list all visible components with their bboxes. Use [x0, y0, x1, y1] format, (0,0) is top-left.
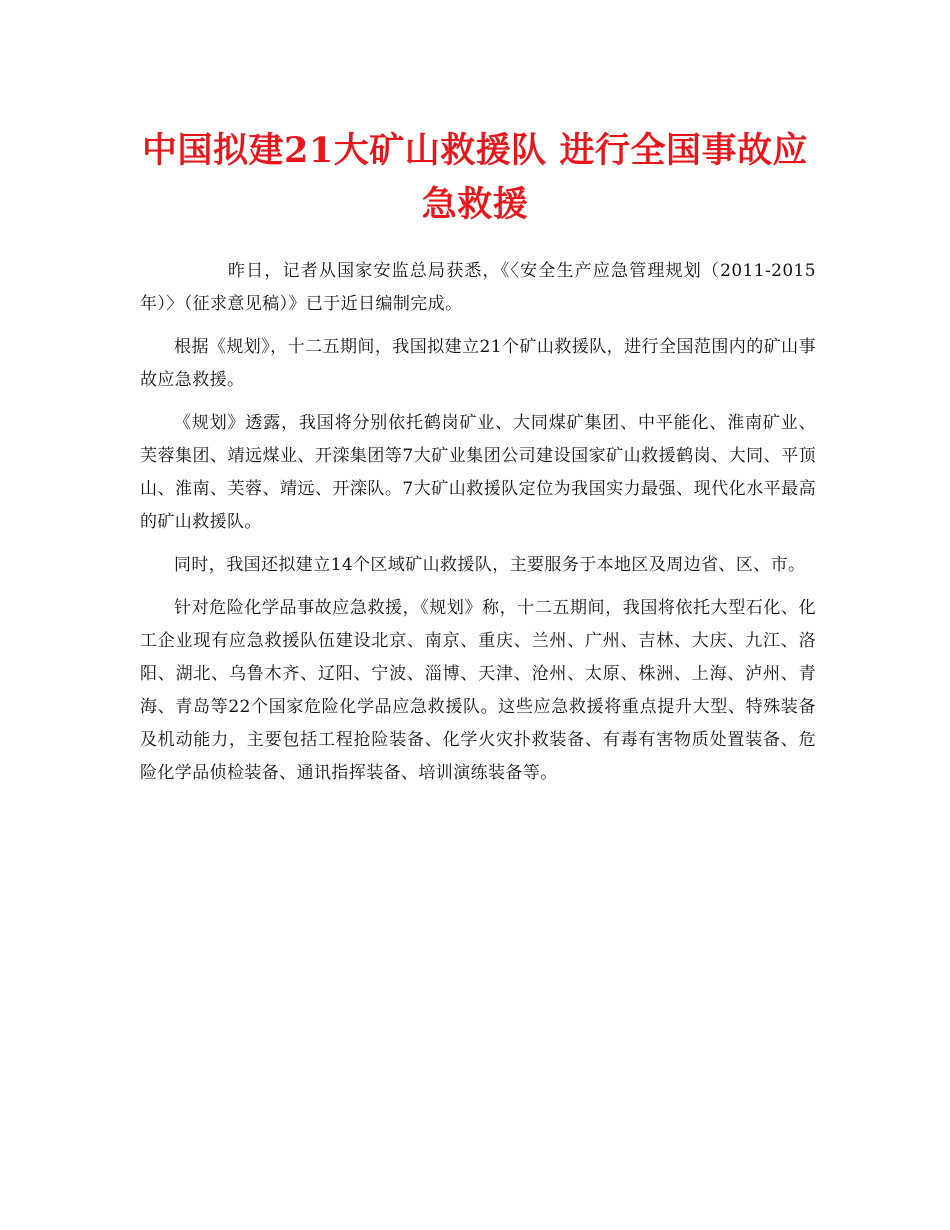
article-body — [140, 255, 816, 800]
title-line-1: 中国拟建21大矿山救援队 进行全国事故应 — [142, 130, 808, 171]
paragraph-hazchem-teams: 针对危险化学品事故应急救援，《规划》称，十二五期间，我国将依托大型石化、化工企业现有应急救援队伍建设北京、南京、重庆、兰州、广州、吉林、大庆、九江、洛阳、湖北、乌鲁木齐、辽阳、宁波、淄博、天津、沧州、太原、株洲、上海、泸州、青海、青岛等22个国家危险化学品应急救援队。这些应急救援将重点提升大型、特殊装备及机动能力，主要包括工程抢险装备、化学火灾扑救装备、有毒有害物质处置装备、危险化学品侦检装备、通讯指挥装备、培训演练装备等。 — [140, 598, 816, 783]
title-line-2: 急救援 — [421, 184, 529, 225]
paragraph-regional-teams: 同时，我国还拟建立14个区域矿山救援队，主要服务于本地区及周边省、区、市。 — [174, 555, 806, 575]
page-title — [130, 124, 820, 232]
paragraph-plan: 根据《规划》，十二五期间，我国拟建立21个矿山救援队，进行全国范围内的矿山事故应急救援。 — [140, 337, 816, 390]
paragraph-intro: 昨日，记者从国家安监总局获悉，《〈安全生产应急管理规划（2011-2015年）〉（征求意见稿）》已于近日编制完成。 — [140, 261, 816, 314]
paragraph-national-teams: 《规划》透露，我国将分别依托鹤岗矿业、大同煤矿集团、中平能化、淮南矿业、芙蓉集团、靖远煤业、开滦集团等7大矿业集团公司建设国家矿山救援鹤岗、大同、平顶山、淮南、芙蓉、靖远、开滦队。7大矿山救援队定位为我国实力最强、现代化水平最高的矿山救援队。 — [140, 413, 816, 532]
